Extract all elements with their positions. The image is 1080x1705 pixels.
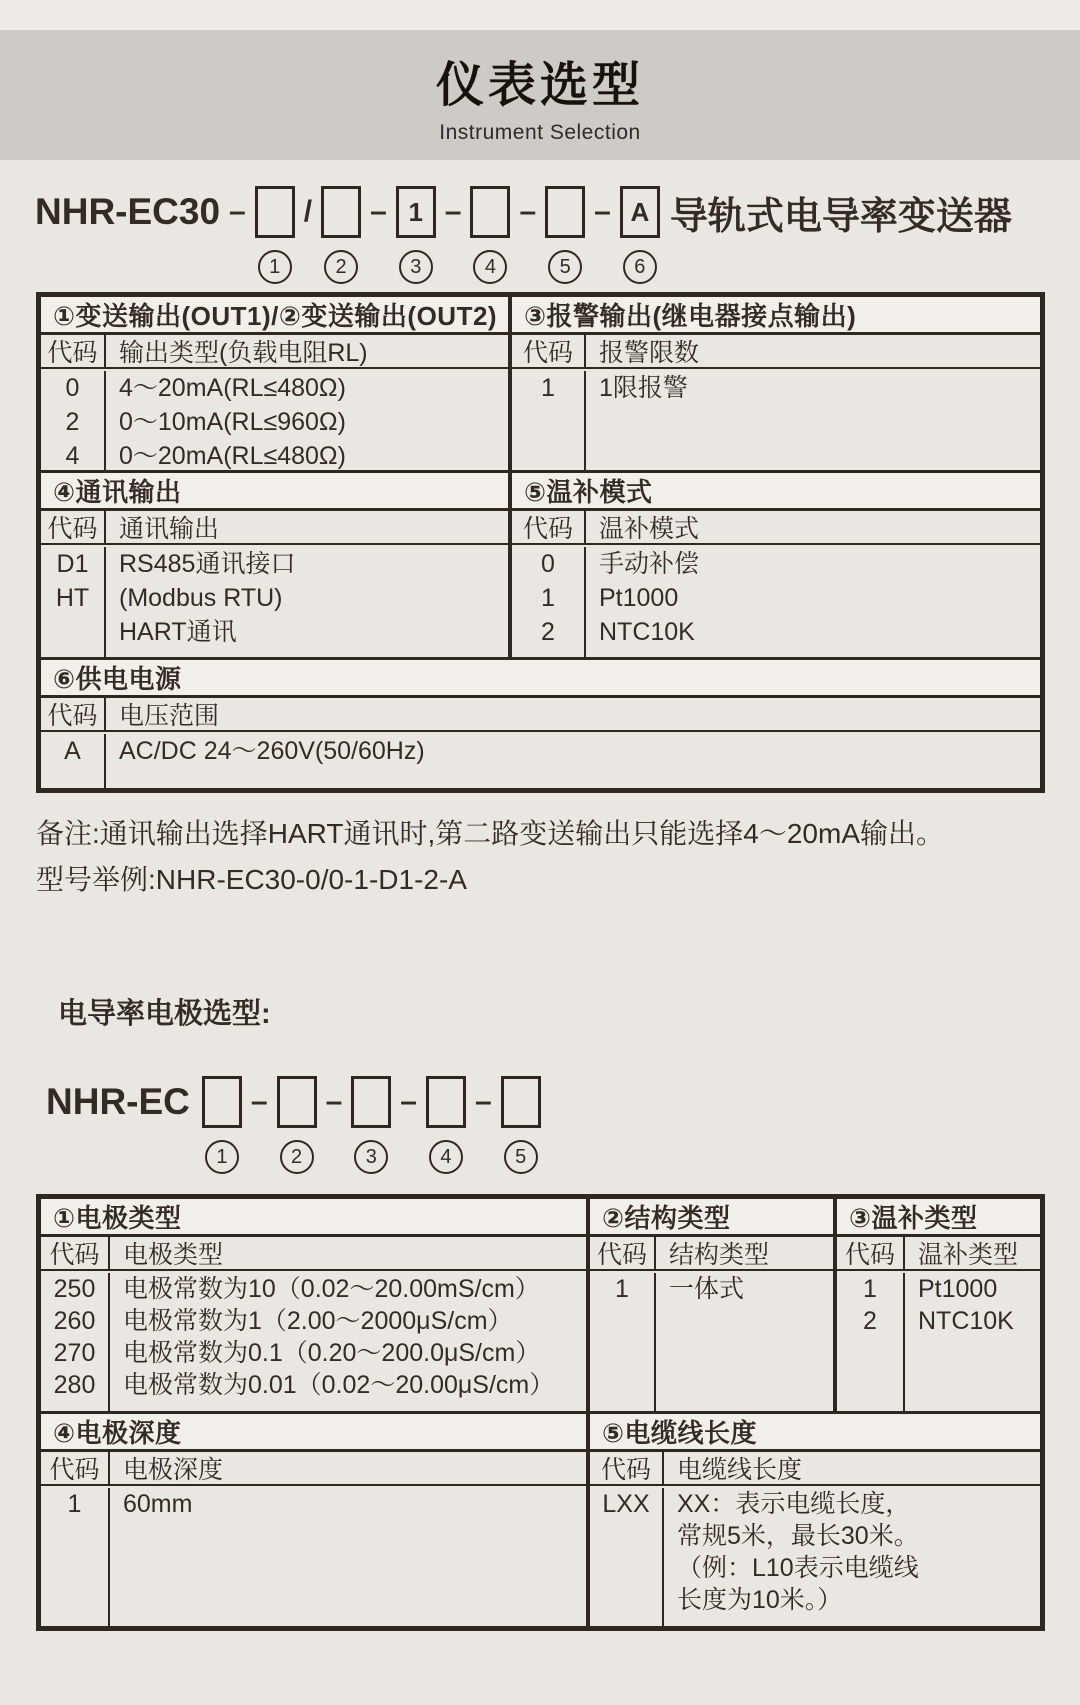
code-values [590, 1273, 656, 1411]
code-values [41, 547, 106, 657]
electrode-selection-table [36, 1194, 1045, 1631]
table1-s5-body [512, 545, 1040, 657]
table1-left-column [41, 297, 512, 657]
text-line: 250 [53, 1275, 96, 1303]
text-line: XX：表示电缆长度， [677, 1490, 911, 1518]
model-code-line-electrode [46, 1076, 1080, 1174]
circled-number-1: 1 [205, 1140, 239, 1174]
code-column-header: 代码 [590, 1237, 656, 1269]
table2-electrode-depth-column [41, 1414, 590, 1626]
section-title-temp-comp-type: ③温补类型 [837, 1199, 1040, 1237]
desc-values [110, 1273, 586, 1411]
text-line: HT [55, 584, 90, 612]
text-line: 一体式 [669, 1275, 745, 1303]
slash-separator: / [303, 195, 313, 228]
text-line: 0～20mA(RL≤480Ω) [119, 442, 346, 470]
table1-s4-body [41, 545, 508, 657]
table2-structure-type-column [590, 1199, 837, 1411]
dash-separator: – [325, 1085, 343, 1118]
model-segment-4 [470, 186, 510, 284]
desc-column-header: 温补模式 [599, 515, 700, 543]
table2-s1-body [41, 1271, 586, 1411]
text-line: 4～20mA(RL≤480Ω) [119, 374, 346, 402]
table2-s2-body [590, 1271, 833, 1411]
desc-column-header: 结构类型 [669, 1241, 770, 1269]
code-values [512, 547, 586, 657]
model-code-line-transmitter [35, 186, 1080, 284]
table1-right-column [512, 297, 1040, 657]
circled-number-3: 3 [399, 250, 433, 284]
desc-values [664, 1488, 1040, 1626]
model-segment-2 [277, 1076, 317, 1174]
model-box-4 [470, 186, 510, 238]
text-line: NTC10K [918, 1307, 1014, 1335]
model-box-4 [426, 1076, 466, 1128]
code-column-header: 代码 [41, 698, 106, 730]
dash-separator: – [474, 1085, 492, 1118]
desc-column-header: 通讯输出 [119, 515, 220, 543]
circled-number-4: 4 [473, 250, 507, 284]
model-segment-5 [545, 186, 585, 284]
table1-s6-body [41, 732, 1040, 788]
code-column-header: 代码 [590, 1452, 664, 1484]
circled-number-2: 2 [324, 250, 358, 284]
section-title-electrode-type: ①电极类型 [41, 1199, 586, 1237]
text-line: HART通讯 [119, 618, 237, 646]
model-segment-5 [501, 1076, 541, 1174]
code-values [837, 1273, 905, 1411]
transmitter-selection-table [36, 292, 1045, 793]
table2-s2-header-row [590, 1237, 833, 1271]
code-column-header: 代码 [837, 1237, 905, 1269]
desc-values [106, 734, 1040, 788]
dash-separator: – [519, 195, 537, 228]
text-line: 常规5米，最长30米。 [677, 1522, 919, 1550]
model-segment-3 [396, 186, 436, 284]
table1-s6-header-row [41, 698, 1040, 732]
text-line: 电极常数为10（0.02～20.00mS/cm） [123, 1275, 540, 1303]
text-line: RS485通讯接口 [119, 550, 296, 578]
text-line: 电极常数为0.1（0.20～200.0μS/cm） [123, 1339, 541, 1367]
code-values [41, 734, 106, 788]
code-values [590, 1488, 664, 1626]
table2-s5-header-row [590, 1452, 1040, 1486]
text-line: 长度为10米。） [677, 1586, 843, 1614]
dash-separator: – [229, 195, 246, 228]
model-segment-4 [426, 1076, 466, 1174]
table2-s5-body [590, 1486, 1040, 1626]
table1-s12-body [41, 369, 508, 473]
page-subtitle: Instrument Selection [439, 120, 641, 144]
text-line: 2 [65, 408, 80, 436]
table2-s3-header-row [837, 1237, 1040, 1271]
section-title-out1-out2: ①变送输出(OUT1)/②变送输出(OUT2) [41, 297, 508, 335]
text-line: 1 [541, 584, 555, 612]
page-header-band [0, 30, 1080, 160]
model-box-5 [545, 186, 585, 238]
text-line: NTC10K [599, 618, 695, 646]
model-box-1 [202, 1076, 242, 1128]
model-prefix: NHR-EC [46, 1081, 190, 1122]
text-line: 1 [863, 1275, 877, 1303]
desc-column-header: 电极深度 [123, 1456, 224, 1484]
page-title: 仪表选型 [435, 58, 644, 112]
electrode-selection-heading: 电导率电极选型: [58, 998, 271, 1030]
desc-values [905, 1273, 1040, 1411]
text-line: A [64, 737, 81, 765]
model-segment-1 [202, 1076, 242, 1174]
model-box-3: 1 [396, 186, 436, 238]
table2-temp-comp-type-column [837, 1199, 1040, 1411]
text-line: AC/DC 24～260V(50/60Hz) [119, 737, 425, 765]
model-segment-1 [255, 186, 295, 284]
text-line: （例：L10表示电缆线 [677, 1554, 919, 1582]
dash-separator: – [400, 1085, 417, 1118]
text-line: LXX [602, 1490, 650, 1518]
text-line: 260 [53, 1307, 96, 1335]
section-title-temp-comp-mode: ⑤温补模式 [512, 473, 1040, 511]
model-box-5 [501, 1076, 541, 1128]
note-remark: 备注:通讯输出选择HART通讯时,第二路变送输出只能选择4～20mA输出。 [36, 818, 944, 849]
table1-s3-header-row [512, 335, 1040, 369]
code-column-header: 代码 [41, 335, 106, 367]
text-line: D1 [56, 550, 89, 578]
table1-s3-body [512, 369, 1040, 473]
text-line: 0 [65, 374, 80, 402]
desc-column-header: 报警限数 [599, 339, 700, 367]
code-column-header: 代码 [512, 511, 586, 543]
text-line: 1限报警 [599, 374, 688, 402]
code-values [41, 1488, 110, 1626]
code-values [41, 1273, 110, 1411]
text-line: 1 [541, 374, 555, 402]
code-values [41, 371, 106, 470]
circled-number-1: 1 [258, 250, 292, 284]
model-segment-3 [351, 1076, 391, 1174]
top-strip [0, 0, 1080, 30]
model-box-1 [255, 186, 295, 238]
table1-s12-header-row [41, 335, 508, 369]
section-title-cable-length: ⑤电缆线长度 [590, 1414, 1040, 1452]
text-line: 电极常数为0.01（0.02～20.00μS/cm） [123, 1371, 555, 1399]
desc-values [586, 371, 1040, 470]
code-column-header: 代码 [41, 511, 106, 543]
code-column-header: 代码 [41, 1452, 110, 1484]
section-title-structure-type: ②结构类型 [590, 1199, 833, 1237]
text-line: 2 [863, 1307, 877, 1335]
code-column-header: 代码 [41, 1237, 110, 1269]
section-title-comm-output: ④通讯输出 [41, 473, 508, 511]
model-box-2 [277, 1076, 317, 1128]
desc-column-header: 温补类型 [918, 1241, 1019, 1269]
table1-power-supply-section [41, 657, 1040, 788]
desc-values [110, 1488, 586, 1626]
text-line: 270 [53, 1339, 96, 1367]
desc-values [656, 1273, 833, 1411]
model-segment-2 [321, 186, 361, 284]
desc-column-header: 电极类型 [123, 1241, 224, 1269]
circled-number-4: 4 [429, 1140, 463, 1174]
desc-values [106, 371, 508, 470]
table2-s3-body [837, 1271, 1040, 1411]
text-line: 电极常数为1（2.00～2000μS/cm） [123, 1307, 513, 1335]
dash-separator: – [444, 195, 462, 228]
section-title-power-supply: ⑥供电电源 [41, 660, 1040, 698]
model-box-6: A [620, 186, 660, 238]
circled-number-5: 5 [504, 1140, 538, 1174]
text-line: Pt1000 [599, 584, 679, 612]
text-line: 0 [541, 550, 555, 578]
desc-column-header: 电缆线长度 [677, 1456, 803, 1484]
table1-s5-header-row [512, 511, 1040, 545]
model-prefix: NHR-EC30 [35, 191, 221, 232]
table2-s4-body [41, 1486, 586, 1626]
dash-separator: – [250, 1085, 268, 1118]
text-line: 手动补偿 [599, 550, 700, 578]
notes-block [36, 811, 1044, 903]
table2-s1-header-row [41, 1237, 586, 1271]
code-values [512, 371, 586, 470]
desc-column-header: 电压范围 [119, 702, 220, 730]
dash-separator: – [370, 195, 387, 228]
text-line: 4 [65, 442, 80, 470]
model-box-3 [351, 1076, 391, 1128]
desc-values [106, 547, 508, 657]
text-line: 1 [67, 1490, 82, 1518]
model-box-2 [321, 186, 361, 238]
section-title-electrode-depth: ④电极深度 [41, 1414, 586, 1452]
text-line: 0～10mA(RL≤960Ω) [119, 408, 346, 436]
circled-number-3: 3 [354, 1140, 388, 1174]
text-line: 1 [615, 1275, 629, 1303]
note-model-example: 型号举例:NHR-EC30-0/0-1-D1-2-A [36, 864, 467, 895]
dash-separator: – [594, 195, 611, 228]
text-line: Pt1000 [918, 1275, 998, 1303]
circled-number-2: 2 [280, 1140, 314, 1174]
desc-values [586, 547, 1040, 657]
section-title-alarm-output: ③报警输出(继电器接点输出) [512, 297, 1040, 335]
model-segment-6 [620, 186, 660, 284]
table2-s4-header-row [41, 1452, 586, 1486]
circled-number-6: 6 [623, 250, 657, 284]
text-line: (Modbus RTU) [119, 584, 283, 612]
text-line: 2 [541, 618, 555, 646]
code-column-header: 代码 [512, 335, 586, 367]
table2-electrode-type-column [41, 1199, 590, 1411]
text-line: 60mm [123, 1490, 193, 1518]
text-line: 280 [53, 1371, 96, 1399]
table1-s4-header-row [41, 511, 508, 545]
desc-column-header: 输出类型(负载电阻RL) [119, 339, 368, 367]
table2-cable-length-column [590, 1414, 1040, 1626]
circled-number-5: 5 [548, 250, 582, 284]
model-suffix-product-name: 导轨式电导率变送器 [669, 195, 1012, 238]
